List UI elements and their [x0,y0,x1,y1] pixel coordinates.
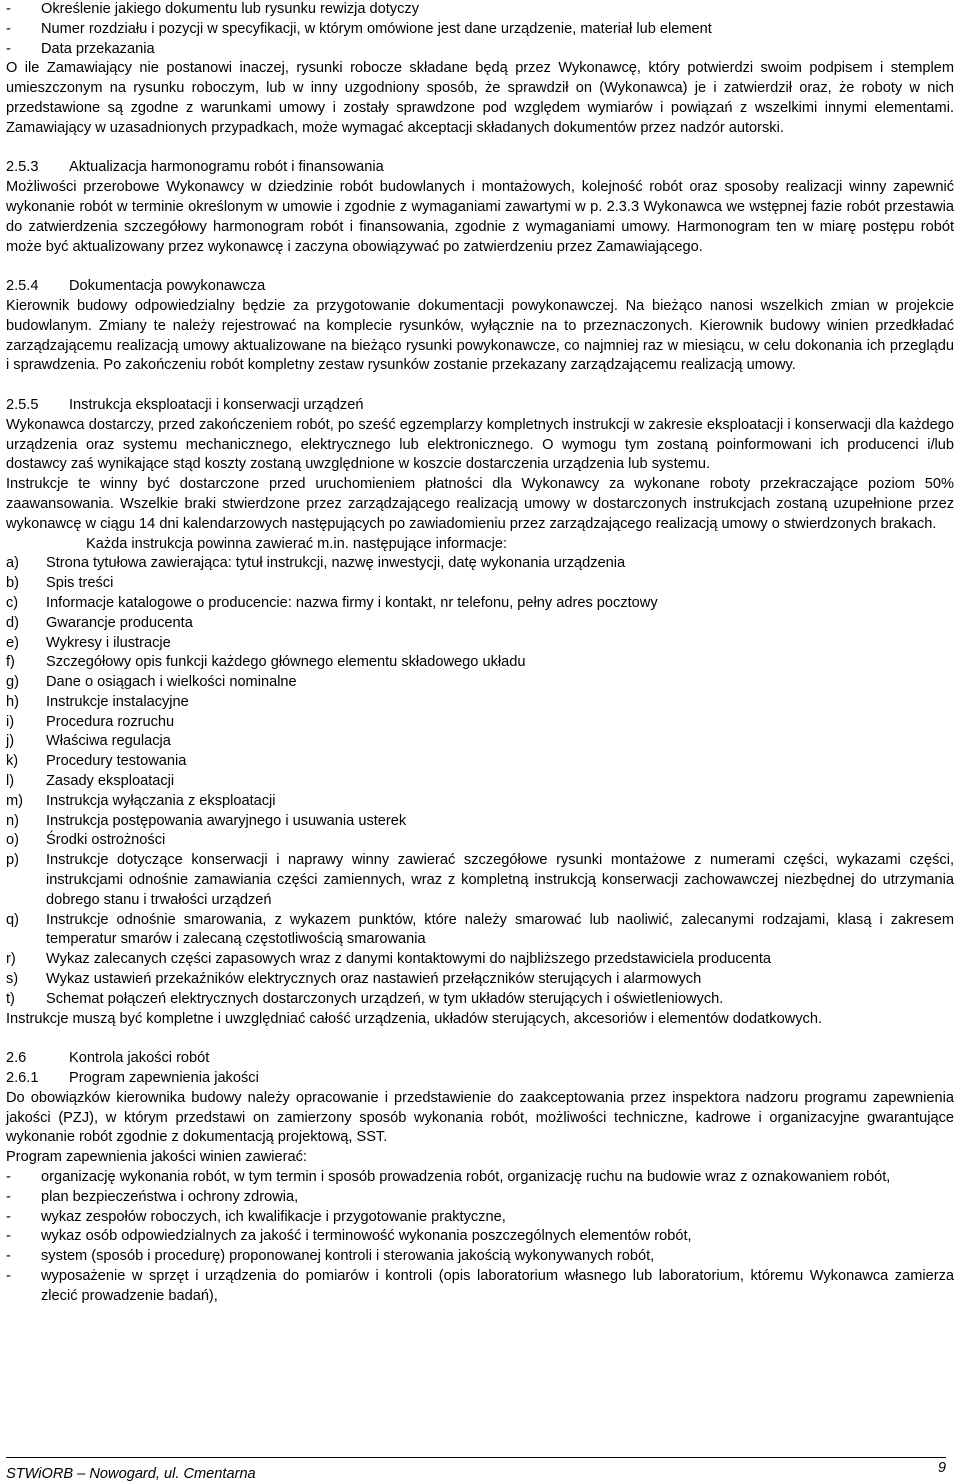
list-item [6,732,954,752]
list-text: Spis treści [46,575,114,592]
quality-program-list [6,1168,954,1307]
list-text: Instrukcje dotyczące konserwacji i naprawy winny zawierać szczegółowe rysunki montażowe z numerami części, wykazami części, instrukcjami odnośnie zamawiania części zamiennych, wraz z kompletną instrukcją konserwacji zachowawczej niezbędnej do utrzymania dobrego stanu i trwałości urządzeń [46,852,954,908]
list-text: Schemat połączeń elektrycznych dostarczonych urządzeń, w tym układów sterujących i oświetleniowych. [46,990,724,1007]
list-item [6,594,954,614]
list-text: wykaz osób odpowiedzialnych za jakość i terminowość wykonania poszczególnych elementów robót, [41,1228,692,1245]
list-marker: r) [6,951,16,968]
revision-list [6,0,954,59]
page-number: 9 [937,1460,946,1476]
list-text: Wykaz zalecanych części zapasowych wraz z danymi kontaktowymi do najbliższego przedstawiciela producenta [46,951,772,968]
list-marker: p) [6,852,19,869]
list-text: Instrukcje instalacyjne [46,693,189,710]
section-body-2-5-3: Możliwości przerobowe Wykonawcy w dziedzinie robót budowlanych i montażowych, kolejność robót oraz sposoby realizacji winny zapewnić wykonanie robót w terminie określonym w umowie i zgodnie z wymaganiami zawartymi w p. 2.3.3 Wykonawca we wstępnej fazie robót przestawia do zatwierdzenia szczegółowy harmonogram robót i finansowania, zgodnie z wymaganiami umowy. Harmonogram ten w miarę postępu robót może być aktualizowany przez wykonawcę i zaczyna obowiązywać po zatwierdzeniu przez Zamawiającego. [6,179,954,255]
list-text: Procedury testowania [46,753,187,770]
list-marker: q) [6,911,19,928]
list-marker: j) [6,733,15,750]
list-item: - wyposażenie w sprzęt i urządzenia do pomiarów i kontroli (opis laboratorium własnego lub laboratorium, któremu Wykonawca zamierza zlecić prowadzenie badań), [6,1267,954,1307]
list-text: Wykaz ustawień przekaźników elektrycznych oraz nastawień przełączników sterujących i alarmowych [46,971,702,988]
list-marker: m) [6,792,24,809]
list-text: Informacje katalogowe o producencie: nazwa firmy i kontakt, nr telefonu, pełny adres pocztowy [46,594,658,611]
section-heading-2-5-3: 2.5.3 Aktualizacja harmonogramu robót i finansowania [6,159,384,176]
list-item [6,554,954,574]
section-heading-2-6: 2.6 Kontrola jakości robót [6,1050,210,1067]
document-page [6,0,954,1307]
list-item [6,634,954,654]
section-heading-2-5-5: 2.5.5 Instrukcja eksploatacji i konserwacji urządzeń [6,396,364,413]
list-item [6,752,954,772]
list-text: Instrukcja wyłączania z eksploatacji [46,792,276,809]
list-marker: l) [6,773,15,790]
list-text: plan bezpieczeństwa i ochrony zdrowia, [41,1188,299,1205]
list-marker: e) [6,634,19,651]
list-item [6,653,954,673]
list-text: Strona tytułowa zawierająca: tytuł instrukcji, nazwę inwestycji, datę wykonania urządzenia [46,555,626,572]
list-item [6,812,954,832]
list-item: - Numer rozdziału i pozycji w specyfikacji, w którym omówione jest dane urządzenie, materiał lub element [6,20,712,37]
section-body-2-5-4: Kierownik budowy odpowiedzialny będzie za przygotowanie dokumentacji powykonawczej. Na bieżąco nanosi wszelkich zmian w projekcie budowlanym. Zmiany te należy rejestrować na komplecie rysunków, wyłącznie na to przeznaczonych. Kierownik budowy winien przedkładać zarządzającemu realizacją umowy aktualizowane na bieżąco rysunki powykonawcze, co najmniej raz w miesiącu, w celu dokonania ich przeglądu i sprawdzenia. Po zakończeniu robót kompletny zestaw rysunków zostanie przekazany zarządzającemu realizacją umowy. [6,297,954,374]
list-item [6,713,954,733]
list-text: organizację wykonania robót, w tym termin i sposób prowadzenia robót, organizację ruchu na budowie wraz z oznakowaniem robót, [41,1169,891,1186]
list-marker: g) [6,674,19,691]
section-body-2-5-5-b: Instrukcje te winny być dostarczone przed uruchomieniem płatności dla Wykonawcy za wykonane roboty przekraczające poziom 50% zaawansowania. Wszelkie braki stwierdzone przez zarządzającego realizacją umowy w dostarczonych instrukcjach zostaną uzupełnione przez wykonawcę w ciągu 14 dni kalendarzowych następujących po zawiadomieniu przez zarządzającego realizacją umowy o stwierdzonych brakach. [6,476,954,532]
list-text: Zasady eksploatacji [46,773,175,790]
section-body-2-6-1: Do obowiązków kierownika budowy należy opracowanie i przedstawienie do zaakceptowania przez inspektora nadzoru programu zapewnienia jakości (PZJ), w którym przedstawi on zamierzony sposób wykonania robót, możliwości techniczne, kadrowe i organizacyjne gwarantujące wykonanie robót zgodnie z dokumentacją projektową, SST. [6,1089,954,1146]
section-closing-2-5-5: Instrukcje muszą być kompletne i uwzględniać całość urządzenia, układów sterujących, akcesoriów i elementów dodatkowych. [6,1010,823,1027]
list-text: Szczegółowy opis funkcji każdego głównego elementu składowego układu [46,654,526,671]
list-marker: d) [6,614,19,631]
footer-title: STWiORB – Nowogard, ul. Cmentarna [6,1466,256,1482]
list-item [6,792,954,812]
list-item: - Data przekazania [6,40,155,57]
list-intro: Każda instrukcja powinna zawierać m.in. następujące informacje: [86,535,507,552]
list-item: - plan bezpieczeństwa i ochrony zdrowia, [6,1188,954,1208]
list-marker: h) [6,693,19,710]
list-item [6,673,954,693]
list-item: - system (sposób i procedurę) proponowanej kontroli i sterowania jakością wykonywanych robót, [6,1247,954,1267]
list-item [6,693,954,713]
list-text: system (sposób i procedurę) proponowanej kontroli i sterowania jakością wykonywanych robót, [41,1248,655,1265]
list-text: Wykresy i ilustracje [46,634,171,651]
list-item: - wykaz zespołów roboczych, ich kwalifikacje i przygotowanie praktyczne, [6,1208,954,1228]
list-text: Właściwa regulacja [46,733,171,750]
list-marker: t) [6,990,15,1007]
list-marker: f) [6,654,15,671]
list-item [6,574,954,594]
instruction-contents-list [6,554,954,1009]
list-marker: n) [6,812,19,829]
list-item [6,772,954,792]
list-item [6,950,954,970]
list-text: Gwarancje producenta [46,614,193,631]
list-text: wyposażenie w sprzęt i urządzenia do pomiarów i kontroli (opis laboratorium własnego lub laboratorium, któremu Wykonawca zamierza zlecić prowadzenie badań), [41,1268,954,1304]
list-marker: c) [6,594,19,611]
intro-paragraph: O ile Zamawiający nie postanowi inaczej, rysunki robocze składane będą przez Wykonawcę, który potwierdzi swoim podpisem i stemplem umieszczonym na rysunku roboczym, lub w inny uzgodniony sposób, że sprawdził on (Wykonawca) je i zatwierdził oraz, że roboty w nich przedstawione są zgodne z warunkami umowy i zostały sprawdzone pod względem wymiarów i powiązań z wszelkimi innymi elementami. Zamawiający w uzasadnionych przypadkach, może wymagać akceptacji składanych dokumentów przez nadzór autorski. [6,60,954,136]
list-text: Instrukcje odnośnie smarowania, z wykazem punktów, które należy smarować lub naoliwić, zalecanymi rodzajami, klasą i zakresem temperatur smarów i zalecaną częstotliwością smarowania [46,911,954,948]
list-marker: o) [6,832,19,849]
list-item: - organizację wykonania robót, w tym termin i sposób prowadzenia robót, organizację ruchu na budowie wraz z oznakowaniem robót, [6,1168,954,1188]
list-item [6,970,954,990]
section-body-2-5-5-a: Wykonawca dostarczy, przed zakończeniem robót, po sześć egzemplarzy kompletnych instrukcji w zakresie eksploatacji i konserwacji dla każdego urządzenia oraz systemu mechanicznego, elektrycznego lub elektronicznego. O wymogu tym zostaną poinformowani ich producenci i/lub dostawcy zaś wynikające stąd koszty zostaną uwzględnione w koszcie dostarczenia urządzenia lub systemu. [6,416,954,473]
section-heading-2-5-4: 2.5.4 Dokumentacja powykonawcza [6,278,266,295]
list-marker: k) [6,753,19,770]
list-item [6,851,954,910]
list-marker: b) [6,575,19,592]
list-item [6,911,954,951]
list-text: Procedura rozruchu [46,713,175,730]
list-marker: s) [6,971,19,988]
list-text: Dane o osiągach i wielkości nominalne [46,674,297,691]
list-item [6,614,954,634]
list-intro: Program zapewnienia jakości winien zawierać: [6,1149,307,1166]
list-marker: a) [6,555,19,572]
list-text: Środki ostrożności [46,832,166,849]
page-footer [6,1457,946,1482]
list-item [6,990,954,1010]
list-item: - Określenie jakiego dokumentu lub rysunku rewizja dotyczy [6,1,419,17]
list-text: wykaz zespołów roboczych, ich kwalifikacje i przygotowanie praktyczne, [41,1208,506,1225]
list-text: Instrukcja postępowania awaryjnego i usuwania usterek [46,812,407,829]
list-marker: i) [6,713,15,730]
section-heading-2-6-1: 2.6.1 Program zapewnienia jakości [6,1070,259,1087]
list-item: - wykaz osób odpowiedzialnych za jakość i terminowość wykonania poszczególnych elementów robót, [6,1227,954,1247]
list-item [6,831,954,851]
